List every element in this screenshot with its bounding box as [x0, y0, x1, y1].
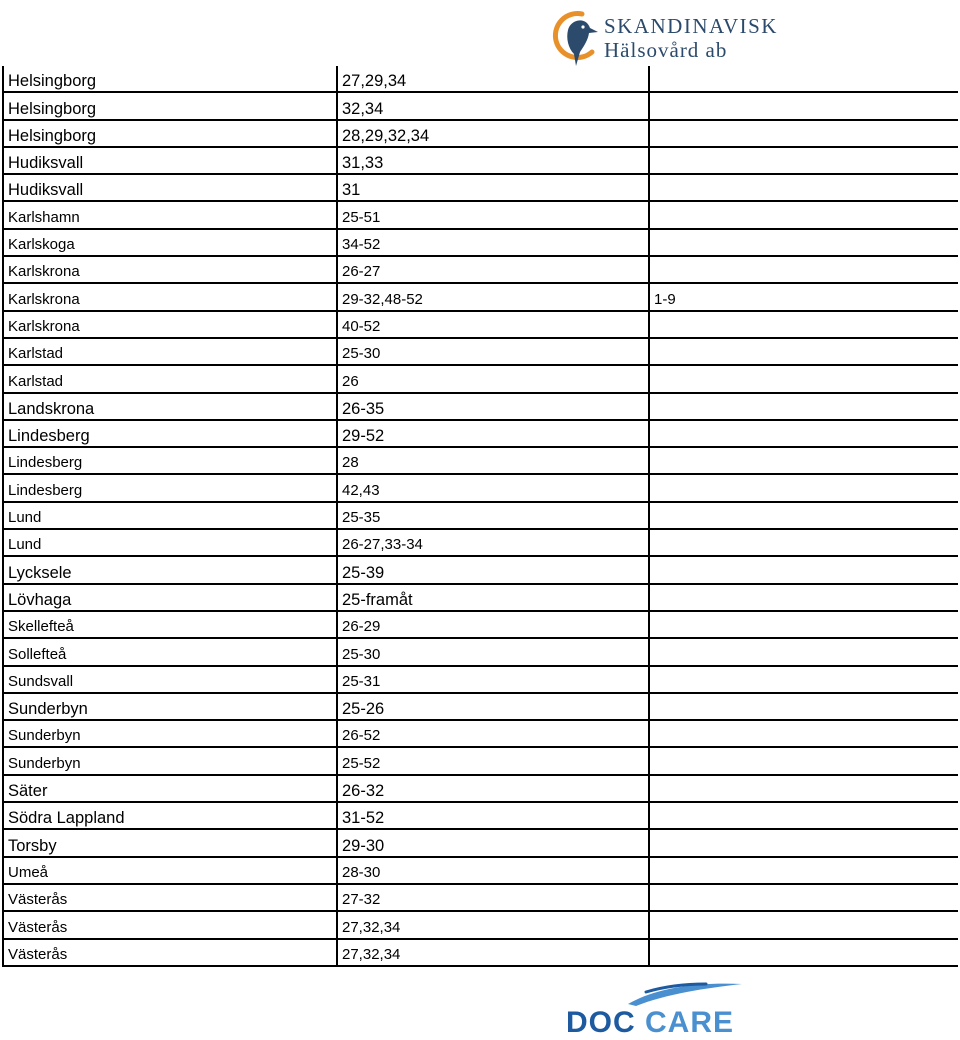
weeks-cell: 29-52 [337, 420, 649, 447]
schedule-table [2, 66, 958, 967]
table-row [3, 747, 958, 774]
weeks-cell: 25-30 [337, 638, 649, 665]
table-row [3, 283, 958, 310]
weeks-cell: 29-30 [337, 829, 649, 856]
city-cell: Umeå [3, 857, 337, 884]
table-row [3, 939, 958, 966]
weeks-cell: 25-52 [337, 747, 649, 774]
weeks-cell: 27,29,34 [337, 66, 649, 92]
table-row [3, 120, 958, 147]
weeks-cell: 34-52 [337, 229, 649, 256]
weeks-cell: 40-52 [337, 311, 649, 338]
extra-cell [649, 884, 958, 911]
city-cell: Helsingborg [3, 120, 337, 147]
table-row [3, 720, 958, 747]
extra-cell [649, 829, 958, 856]
table-row [3, 829, 958, 856]
weeks-cell: 26-32 [337, 775, 649, 802]
extra-cell [649, 174, 958, 201]
table-row [3, 393, 958, 420]
city-cell: Sunderbyn [3, 720, 337, 747]
brand-line-2: Hälsovård ab [604, 38, 728, 62]
table-row [3, 365, 958, 392]
extra-cell [649, 474, 958, 501]
weeks-cell: 25-51 [337, 201, 649, 228]
city-cell: Landskrona [3, 393, 337, 420]
skandinavisk-halsovard-logo [552, 8, 778, 70]
city-cell: Hudiksvall [3, 147, 337, 174]
doc-care-wordmark [566, 1006, 734, 1040]
extra-cell [649, 693, 958, 720]
weeks-cell: 29-32,48-52 [337, 283, 649, 310]
extra-cell [649, 556, 958, 583]
table-row [3, 693, 958, 720]
table-row [3, 174, 958, 201]
table-row [3, 529, 958, 556]
city-cell: Karlstad [3, 365, 337, 392]
table-row [3, 502, 958, 529]
city-cell: Sollefteå [3, 638, 337, 665]
weeks-cell: 31 [337, 174, 649, 201]
city-cell: Helsingborg [3, 92, 337, 119]
city-cell: Karlstad [3, 338, 337, 365]
extra-cell [649, 420, 958, 447]
city-cell: Lindesberg [3, 447, 337, 474]
table-row [3, 147, 958, 174]
table-row [3, 256, 958, 283]
table-row [3, 666, 958, 693]
city-cell: Sundsvall [3, 666, 337, 693]
extra-cell [649, 747, 958, 774]
extra-cell [649, 201, 958, 228]
doc-care-logo [566, 978, 750, 1039]
weeks-cell: 28-30 [337, 857, 649, 884]
extra-cell: 1-9 [649, 283, 958, 310]
extra-cell [649, 611, 958, 638]
extra-cell [649, 365, 958, 392]
extra-cell [649, 720, 958, 747]
weeks-cell: 25-31 [337, 666, 649, 693]
table-row [3, 92, 958, 119]
extra-cell [649, 229, 958, 256]
table-row [3, 201, 958, 228]
city-cell: Lindesberg [3, 420, 337, 447]
city-cell: Skellefteå [3, 611, 337, 638]
city-cell: Torsby [3, 829, 337, 856]
doc-word: DOC [566, 1006, 636, 1039]
city-cell: Hudiksvall [3, 174, 337, 201]
extra-cell [649, 939, 958, 966]
city-cell: Helsingborg [3, 66, 337, 92]
extra-cell [649, 666, 958, 693]
weeks-cell: 27,32,34 [337, 939, 649, 966]
extra-cell [649, 529, 958, 556]
weeks-cell: 26-52 [337, 720, 649, 747]
extra-cell [649, 857, 958, 884]
weeks-cell: 25-39 [337, 556, 649, 583]
weeks-cell: 26 [337, 365, 649, 392]
weeks-cell: 31-52 [337, 802, 649, 829]
table-row [3, 311, 958, 338]
extra-cell [649, 92, 958, 119]
city-cell: Västerås [3, 884, 337, 911]
table-row [3, 611, 958, 638]
table-row [3, 584, 958, 611]
weeks-cell: 26-29 [337, 611, 649, 638]
table-row [3, 857, 958, 884]
city-cell: Sunderbyn [3, 747, 337, 774]
table-row [3, 447, 958, 474]
table-row [3, 884, 958, 911]
city-cell: Södra Lappland [3, 802, 337, 829]
city-cell: Lövhaga [3, 584, 337, 611]
weeks-cell: 25-30 [337, 338, 649, 365]
city-cell: Lund [3, 502, 337, 529]
table-row [3, 802, 958, 829]
city-cell: Västerås [3, 939, 337, 966]
weeks-cell: 32,34 [337, 92, 649, 119]
weeks-cell: 28,29,32,34 [337, 120, 649, 147]
table-row [3, 775, 958, 802]
extra-cell [649, 120, 958, 147]
weeks-cell: 25-35 [337, 502, 649, 529]
care-word: CARE [645, 1006, 735, 1039]
table-row [3, 338, 958, 365]
table-row [3, 638, 958, 665]
weeks-cell: 42,43 [337, 474, 649, 501]
extra-cell [649, 393, 958, 420]
table-row [3, 474, 958, 501]
weeks-cell: 25-26 [337, 693, 649, 720]
weeks-cell: 25-framåt [337, 584, 649, 611]
city-cell: Lycksele [3, 556, 337, 583]
extra-cell [649, 338, 958, 365]
city-cell: Karlskrona [3, 256, 337, 283]
weeks-cell: 27-32 [337, 884, 649, 911]
extra-cell [649, 256, 958, 283]
extra-cell [649, 66, 958, 92]
swoosh-icon [626, 978, 746, 1008]
city-cell: Karlskrona [3, 311, 337, 338]
weeks-cell: 26-35 [337, 393, 649, 420]
kingfisher-bird-icon [552, 8, 602, 70]
city-cell: Karlskrona [3, 283, 337, 310]
extra-cell [649, 447, 958, 474]
weeks-cell: 26-27 [337, 256, 649, 283]
city-cell: Säter [3, 775, 337, 802]
extra-cell [649, 775, 958, 802]
weeks-cell: 28 [337, 447, 649, 474]
table-row [3, 229, 958, 256]
table-row [3, 911, 958, 938]
weeks-cell: 31,33 [337, 147, 649, 174]
table-row [3, 556, 958, 583]
extra-cell [649, 911, 958, 938]
city-cell: Västerås [3, 911, 337, 938]
table-row [3, 66, 958, 92]
extra-cell [649, 311, 958, 338]
extra-cell [649, 502, 958, 529]
weeks-cell: 26-27,33-34 [337, 529, 649, 556]
city-cell: Lindesberg [3, 474, 337, 501]
city-cell: Karlshamn [3, 201, 337, 228]
city-cell: Lund [3, 529, 337, 556]
extra-cell [649, 638, 958, 665]
city-cell: Sunderbyn [3, 693, 337, 720]
brand-line-1: SKANDINAVISK [604, 14, 778, 38]
extra-cell [649, 584, 958, 611]
city-cell: Karlskoga [3, 229, 337, 256]
weeks-cell: 27,32,34 [337, 911, 649, 938]
table-row [3, 420, 958, 447]
extra-cell [649, 147, 958, 174]
extra-cell [649, 802, 958, 829]
